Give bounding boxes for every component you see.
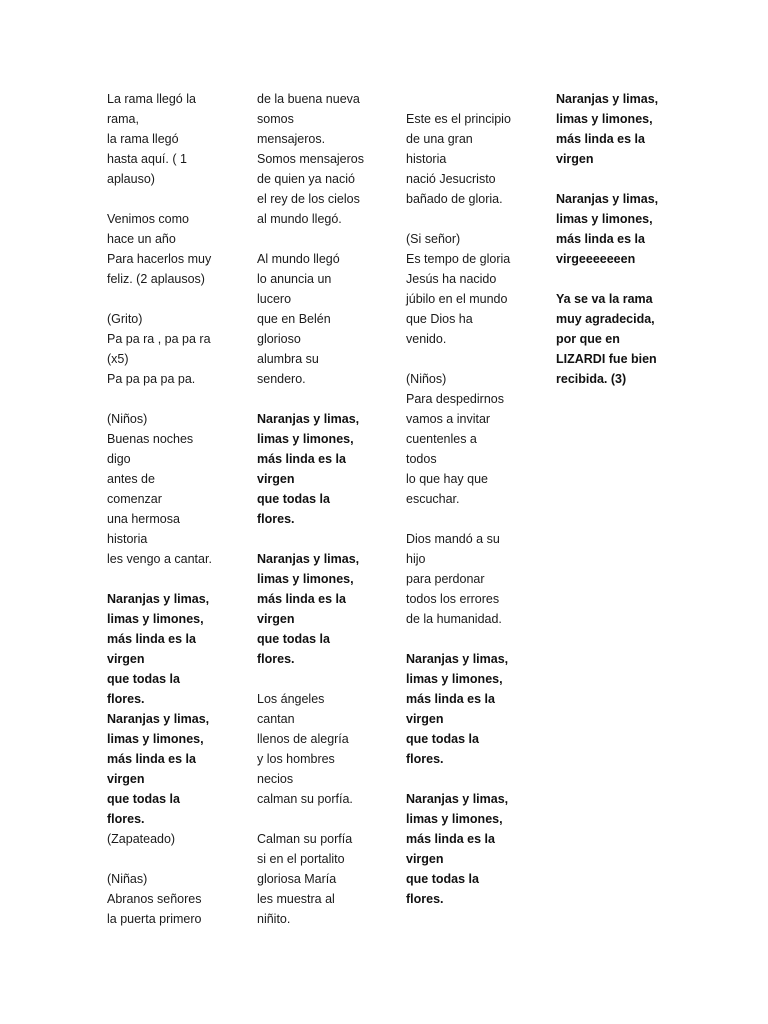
lyric-line: que todas la xyxy=(257,492,330,506)
lyric-line: si en el portalito xyxy=(257,852,345,866)
lyric-line: hace un año xyxy=(107,232,176,246)
lyric-line: Naranjas y limas, xyxy=(556,92,659,106)
lyric-line: que todas la xyxy=(406,872,479,886)
verse-stanza xyxy=(107,209,229,289)
lyric-line: la puerta primero xyxy=(107,912,202,926)
lyric-line: aplauso) xyxy=(107,172,155,186)
lyric-line: hijo xyxy=(406,552,426,566)
chorus-stanza xyxy=(556,289,678,389)
lyric-line: nació Jesucristo xyxy=(406,172,496,186)
lyric-line: que todas la xyxy=(257,632,330,646)
lyric-line: júbilo en el mundo xyxy=(406,292,508,306)
lyric-line: para perdonar xyxy=(406,572,485,586)
lyric-line: historia xyxy=(406,152,447,166)
lyric-line: Naranjas y limas, xyxy=(257,552,360,566)
lyric-line: rama, xyxy=(107,112,139,126)
lyric-line: que todas la xyxy=(107,672,180,686)
lyric-line: virgen xyxy=(107,652,145,666)
lyric-line: Naranjas y limas, xyxy=(406,792,509,806)
lyrics-column-1 xyxy=(107,89,229,949)
verse-stanza xyxy=(257,689,379,809)
lyric-line: limas y limones, xyxy=(257,572,354,586)
verse-stanza xyxy=(406,529,528,629)
lyric-line: (x5) xyxy=(107,352,129,366)
verse-stanza xyxy=(107,409,229,569)
lyric-line: al mundo llegó. xyxy=(257,212,342,226)
lyric-line: Este es el principio xyxy=(406,112,511,126)
lyric-line: Es tempo de gloria xyxy=(406,252,511,266)
lyric-line: Buenas noches xyxy=(107,432,194,446)
lyric-line: Ya se va la rama xyxy=(556,292,653,306)
lyric-line: sendero. xyxy=(257,372,306,386)
lyric-line: (Grito) xyxy=(107,312,143,326)
lyric-line: limas y limones, xyxy=(257,432,354,446)
lyric-line: (Niños) xyxy=(406,372,447,386)
lyric-line: Para hacerlos muy xyxy=(107,252,212,266)
lyric-line: calman su porfía. xyxy=(257,792,353,806)
lyric-line: flores. xyxy=(107,812,145,826)
lyric-line: virgen xyxy=(107,772,145,786)
lyric-line: bañado de gloria. xyxy=(406,192,503,206)
lyric-line: por que en xyxy=(556,332,620,346)
lyric-line: limas y limones, xyxy=(107,612,204,626)
lyric-line: que en Belén xyxy=(257,312,331,326)
lyric-line: gloriosa María xyxy=(257,872,337,886)
lyric-line: La rama llegó la xyxy=(107,92,196,106)
lyric-line: que Dios ha xyxy=(406,312,473,326)
lyric-line: escuchar. xyxy=(406,492,460,506)
verse-stanza xyxy=(406,369,528,509)
lyric-line: (Niñas) xyxy=(107,872,148,886)
lyric-line: (Zapateado) xyxy=(107,832,176,846)
lyric-line: flores. xyxy=(406,752,444,766)
chorus-stanza xyxy=(257,409,379,529)
lyric-line: más linda es la xyxy=(257,452,346,466)
lyric-line: (Niños) xyxy=(107,412,148,426)
lyric-line: limas y limones, xyxy=(556,112,653,126)
lyric-line: antes de xyxy=(107,472,155,486)
lyric-line: historia xyxy=(107,532,148,546)
chorus-stanza xyxy=(257,549,379,669)
lyrics-column-4 xyxy=(556,89,678,409)
lyric-line: vamos a invitar xyxy=(406,412,491,426)
verse-stanza xyxy=(107,309,229,389)
lyric-line: virgen xyxy=(406,852,444,866)
lyric-line: virgeeeeeeen xyxy=(556,252,636,266)
lyrics-column-2 xyxy=(257,89,379,949)
lyric-line: LIZARDI fue bien xyxy=(556,352,657,366)
lyric-line: más linda es la xyxy=(107,632,196,646)
lyric-line: virgen xyxy=(556,152,594,166)
lyric-line: flores. xyxy=(406,892,444,906)
lyric-line: Somos mensajeros xyxy=(257,152,364,166)
lyric-line: el rey de los cielos xyxy=(257,192,360,206)
chorus-stanza xyxy=(406,789,528,909)
lyric-line: somos xyxy=(257,112,294,126)
lyric-line: cuentenles a xyxy=(406,432,477,446)
verse-stanza xyxy=(257,249,379,389)
lyric-line: y los hombres xyxy=(257,752,335,766)
lyric-line: cantan xyxy=(257,712,295,726)
lyrics-column-3 xyxy=(406,109,528,929)
lyric-line: glorioso xyxy=(257,332,301,346)
lyric-line: Dios mandó a su xyxy=(406,532,500,546)
lyric-line: más linda es la xyxy=(107,752,196,766)
lyric-line: flores. xyxy=(257,652,295,666)
chorus-stanza xyxy=(556,189,678,269)
lyric-line: Naranjas y limas, xyxy=(257,412,360,426)
lyric-line: Jesús ha nacido xyxy=(406,272,497,286)
lyric-line: Pa pa ra , pa pa ra xyxy=(107,332,211,346)
lyric-line: que todas la xyxy=(406,732,479,746)
lyric-line: más linda es la xyxy=(406,692,495,706)
lyric-line: la rama llegó xyxy=(107,132,179,146)
lyric-line: mensajeros. xyxy=(257,132,326,146)
lyric-line: virgen xyxy=(257,472,295,486)
lyric-line: venido. xyxy=(406,332,447,346)
verse-stanza xyxy=(107,869,229,929)
lyric-line: niñito. xyxy=(257,912,291,926)
lyric-line: limas y limones, xyxy=(406,672,503,686)
lyric-line: más linda es la xyxy=(556,232,645,246)
lyric-line: todos xyxy=(406,452,437,466)
verse-stanza xyxy=(107,89,229,189)
lyric-line: una hermosa xyxy=(107,512,180,526)
lyric-line: lo que hay que xyxy=(406,472,489,486)
lyric-line: de quien ya nació xyxy=(257,172,355,186)
lyric-line: más linda es la xyxy=(556,132,645,146)
lyric-line: todos los errores xyxy=(406,592,500,606)
lyric-line: llenos de alegría xyxy=(257,732,349,746)
lyric-line: virgen xyxy=(257,612,295,626)
lyric-line: de la buena nueva xyxy=(257,92,360,106)
verse-stanza xyxy=(406,229,528,349)
lyric-line: que todas la xyxy=(107,792,180,806)
lyric-line: Pa pa pa pa pa. xyxy=(107,372,196,386)
lyric-line: feliz. (2 aplausos) xyxy=(107,272,205,286)
lyric-line: lucero xyxy=(257,292,292,306)
lyric-line: limas y limones, xyxy=(556,212,653,226)
lyric-line: limas y limones, xyxy=(107,732,204,746)
chorus-stanza xyxy=(406,649,528,769)
verse-stanza xyxy=(257,829,379,929)
lyric-line: Calman su porfía xyxy=(257,832,353,846)
lyric-line: Naranjas y limas, xyxy=(107,592,210,606)
lyric-line: alumbra su xyxy=(257,352,319,366)
lyric-line: más linda es la xyxy=(406,832,495,846)
lyric-line: de una gran xyxy=(406,132,473,146)
lyric-line: virgen xyxy=(406,712,444,726)
lyric-line: más linda es la xyxy=(257,592,346,606)
lyric-line: Naranjas y limas, xyxy=(556,192,659,206)
verse-stanza xyxy=(406,109,528,209)
lyric-line: muy agradecida, xyxy=(556,312,655,326)
lyric-line: flores. xyxy=(257,512,295,526)
lyric-line: limas y limones, xyxy=(406,812,503,826)
lyric-line: les vengo a cantar. xyxy=(107,552,212,566)
lyric-line: (Si señor) xyxy=(406,232,461,246)
lyric-line: comenzar xyxy=(107,492,162,506)
lyric-line: Naranjas y limas, xyxy=(406,652,509,666)
lyric-line: hasta aquí. ( 1 xyxy=(107,152,187,166)
lyric-line: Abranos señores xyxy=(107,892,202,906)
lyric-line: Venimos como xyxy=(107,212,189,226)
verse-stanza xyxy=(107,829,229,849)
lyric-line: Los ángeles xyxy=(257,692,325,706)
lyric-line: lo anuncia un xyxy=(257,272,332,286)
lyric-line: Para despedirnos xyxy=(406,392,504,406)
verse-stanza xyxy=(257,89,379,229)
chorus-stanza xyxy=(107,589,229,829)
lyric-line: digo xyxy=(107,452,131,466)
lyric-line: necios xyxy=(257,772,294,786)
lyric-line: les muestra al xyxy=(257,892,335,906)
lyric-line: Naranjas y limas, xyxy=(107,712,210,726)
lyric-line: Al mundo llegó xyxy=(257,252,340,266)
lyric-line: de la humanidad. xyxy=(406,612,502,626)
lyric-line: recibida. (3) xyxy=(556,372,627,386)
chorus-stanza xyxy=(556,89,678,169)
lyric-line: flores. xyxy=(107,692,145,706)
